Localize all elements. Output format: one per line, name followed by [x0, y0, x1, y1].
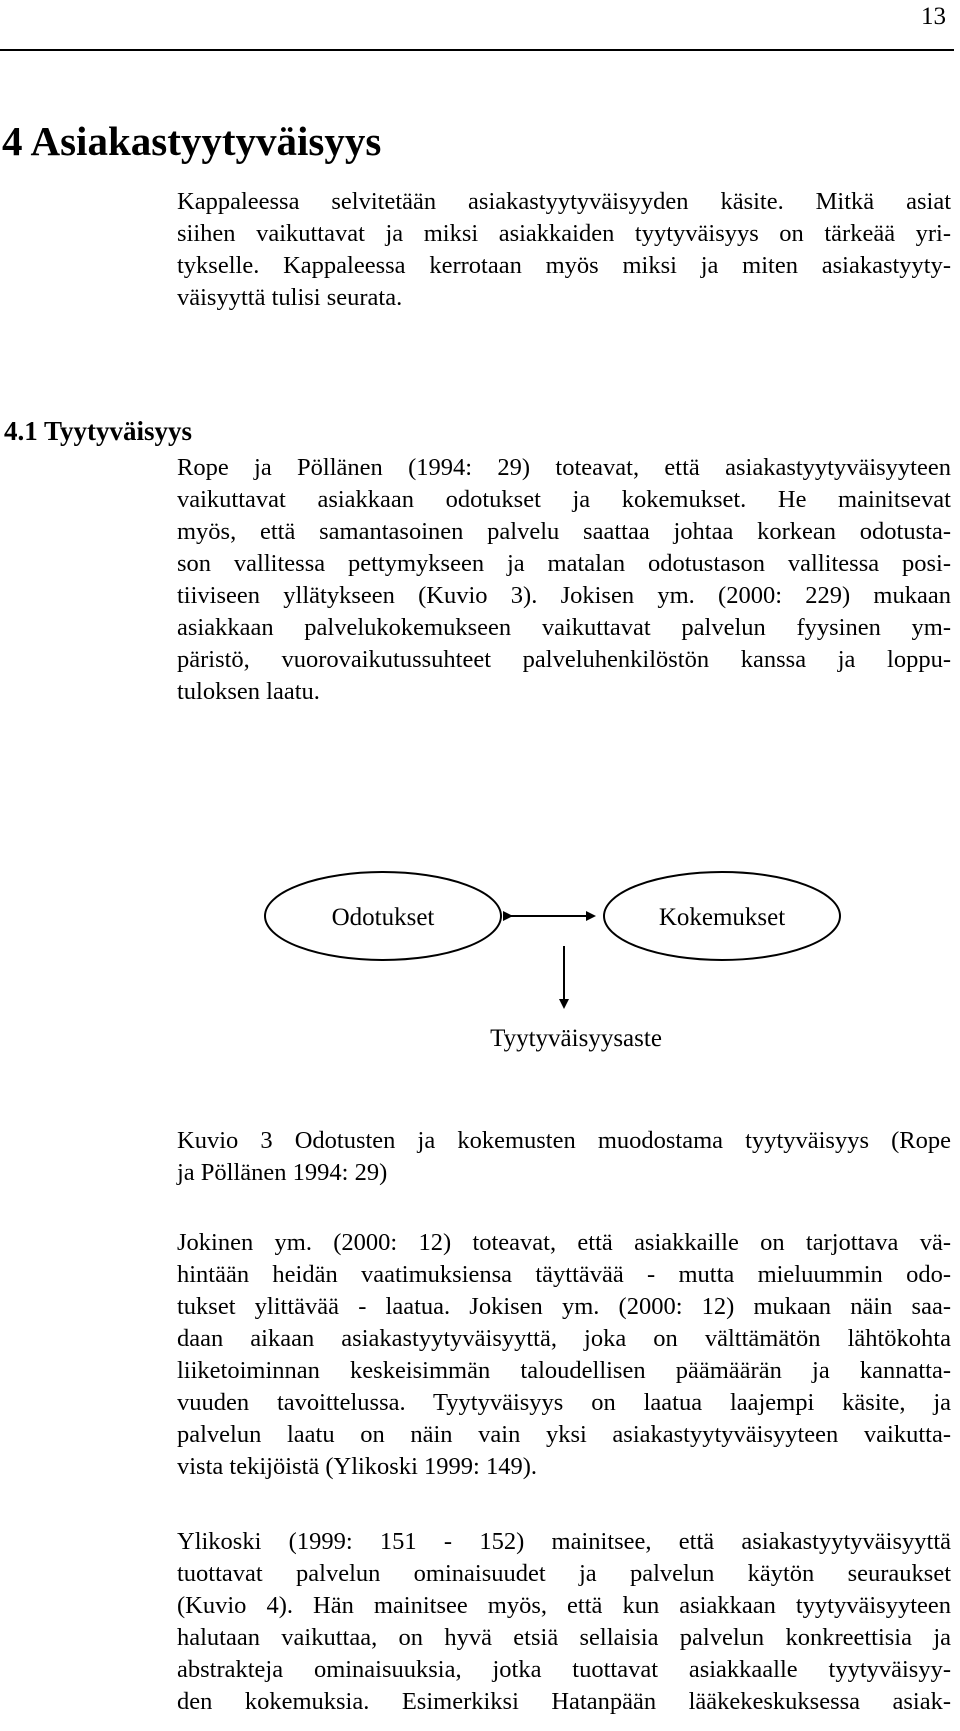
text-line: hintään heidän vaatimuksiensa täyttävää - mutta mieluummin odo- [177, 1261, 951, 1288]
text-line: väisyyttä tulisi seurata. [177, 284, 403, 311]
text-line: liiketoiminnan keskeisimmän taloudellisen päämäärän ja kannatta- [177, 1357, 951, 1384]
text-line: myös, että samantasoinen palvelu saattaa johtaa korkean odotusta- [177, 518, 951, 545]
text-line: son vallitessa pettymykseen ja matalan odotustason vallitessa posi- [177, 550, 951, 577]
text-line: asiakkaan palvelukokemukseen vaikuttavat palvelun fyysinen ym- [177, 614, 951, 641]
text-line: (Kuvio 4). Hän mainitsee myös, että kun asiakkaan tyytyväisyyteen [177, 1592, 951, 1619]
figure-caption [177, 1125, 951, 1189]
text-line: vaikuttavat asiakkaan odotukset ja kokemukset. He mainitsevat [177, 486, 951, 513]
text-line: tuottavat palvelun ominaisuudet ja palvelun käytön seuraukset [177, 1560, 951, 1587]
text-line: tukset ylittävää - laatua. Jokisen ym. (2000: 12) mukaan näin saa- [177, 1293, 951, 1320]
expectations-label: Odotukset [331, 904, 435, 931]
intro-paragraph [177, 186, 951, 314]
header-rule [0, 49, 954, 51]
text-line: tuloksen laatu. [177, 678, 320, 705]
text-line: päristö, vuorovaikutussuhteet palveluhenkilöstön kanssa ja loppu- [177, 646, 951, 673]
text-line: palvelun laatu on näin vain yksi asiakastyytyväisyyteen vaikutta- [177, 1421, 951, 1448]
text-line: tiiviseen yllätykseen (Kuvio 3). Jokisen ym. (2000: 229) mukaan [177, 582, 951, 609]
text-line: abstrakteja ominaisuuksia, jotka tuottavat asiakkaalle tyytyväisyy- [177, 1656, 951, 1683]
text-line: Jokinen ym. (2000: 12) toteavat, että asiakkaille on tarjottava vä- [177, 1229, 951, 1256]
text-line: ja Pöllänen 1994: 29) [177, 1159, 388, 1186]
text-line: Rope ja Pöllänen (1994: 29) toteavat, että asiakastyytyväisyyteen [177, 454, 951, 481]
body-paragraph-3 [177, 1526, 951, 1718]
body-paragraph-2 [177, 1227, 951, 1483]
satisfaction-level-label: Tyytyväisyysaste [490, 1025, 662, 1052]
chapter-heading: 4 Asiakastyytyväisyys [2, 118, 382, 164]
text-line: Ylikoski (1999: 151 - 152) mainitsee, että asiakastyytyväisyyttä [177, 1528, 951, 1555]
text-line: tykselle. Kappaleessa kerrotaan myös miksi ja miten asiakastyyty- [177, 252, 951, 279]
section-heading: 4.1 Tyytyväisyys [4, 416, 193, 446]
satisfaction-diagram [0, 860, 960, 1070]
text-line: Kappaleessa selvitetään asiakastyytyväisyyden käsite. Mitkä asiat [177, 188, 951, 215]
page-number: 13 [921, 3, 946, 30]
text-line: daan aikaan asiakastyytyväisyyttä, joka on välttämätön lähtökohta [177, 1325, 951, 1352]
text-line: siihen vaikuttavat ja miksi asiakkaiden tyytyväisyys on tärkeää yri- [177, 220, 951, 247]
text-line: vista tekijöistä (Ylikoski 1999: 149). [177, 1453, 537, 1480]
text-line: Kuvio 3 Odotusten ja kokemusten muodostama tyytyväisyys (Rope [177, 1127, 951, 1154]
text-line: den kokemuksia. Esimerkiksi Hatanpään lääkekeskuksessa asiak- [177, 1688, 951, 1715]
text-line: halutaan vaikuttaa, on hyvä etsiä sellaisia palvelun konkreettisia ja [177, 1624, 951, 1651]
text-line: vuuden tavoittelussa. Tyytyväisyys on laatua laajempi käsite, ja [177, 1389, 951, 1416]
experiences-label: Kokemukset [658, 904, 786, 931]
body-paragraph-1 [177, 452, 951, 708]
